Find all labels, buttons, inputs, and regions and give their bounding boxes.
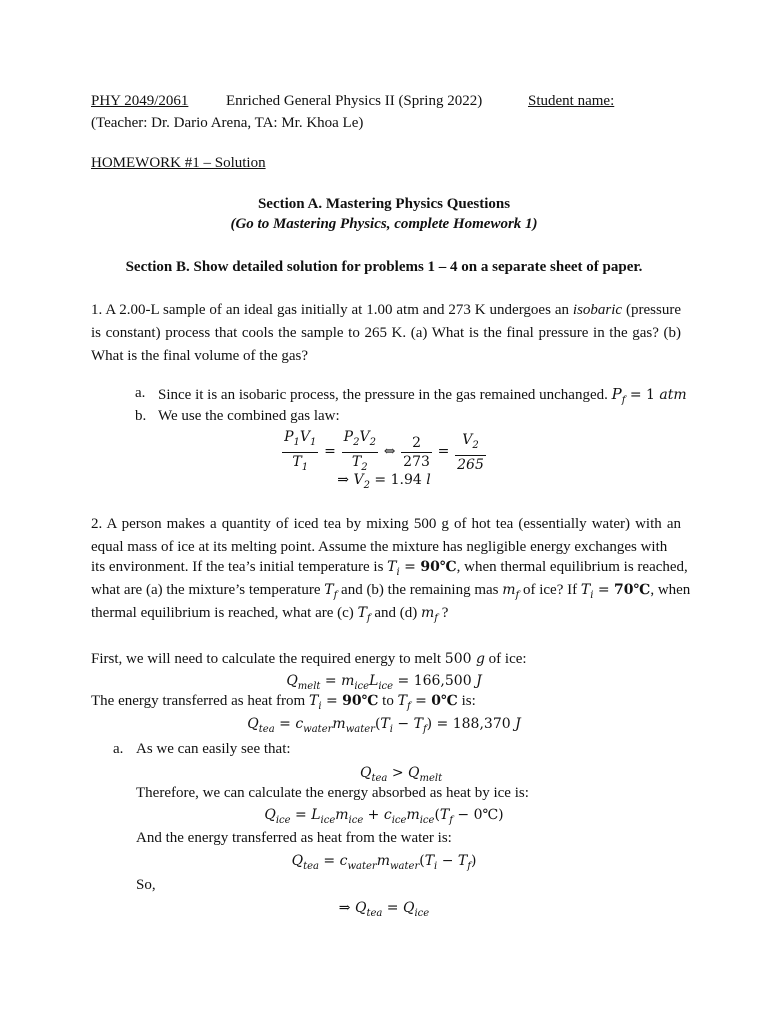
course-title: Enriched General Physics II (Spring 2022) <box>226 93 483 109</box>
solution-a-label: a. <box>113 741 124 757</box>
problem-2-line-4: what are (a) the mixture’s temperature $T_f$ and (b) the remaining mas $m_f$ of ice? If $T_i$ = 70℃, when <box>91 582 691 601</box>
problem-2-text: 2. A person makes a quantity of iced tea by mixing 500 g of hot tea (essentially water) with an equal mass of ice at its melting point. Assume the mixture has negligible energy exchanges with <box>91 516 681 555</box>
problem-1-item-a: Since it is an isobaric process, the pressure in the gas remained unchanged. $P_f = 1$ atm <box>158 385 687 406</box>
problem-1-text: 1. A 2.00-L sample of an ideal gas initially at 1.00 atm and 273 K undergoes an isobaric (pressure is constant) process that cools the sample to 265 K. (a) What is the final pressure in the gas? (b) What is the final volume of the gas? <box>91 302 681 364</box>
course-code: PHY 2049/2061 <box>91 93 189 109</box>
teacher-line: (Teacher: Dr. Dario Arena, TA: Mr. Khoa Le) <box>91 115 364 131</box>
problem-1-item-b: We use the combined gas law: <box>158 408 340 424</box>
solution-a-text: As we can easily see that: <box>136 741 291 757</box>
q-tea-equation: $Q_{tea} = c_{water}m_{water}(T_i - T_f) = 188,370$ J <box>247 716 521 735</box>
q-melt-equation: $Q_{melt} = m_{ice}L_{ice} = 166,500$ J <box>286 673 482 692</box>
section-b-title: Section B. Show detailed solution for problems 1 – 4 on a separate sheet of paper. <box>125 259 643 275</box>
water-text: And the energy transferred as heat from the water is: <box>136 830 452 846</box>
combined-gas-law-equation: $\frac{P_1V_1}{T_1}$ = $\frac{P_2V_2}{T_2}$ ⇔ $\frac{2}{273}$ = $\frac{V_2}{265}$ <box>284 429 484 473</box>
therefore-text: Therefore, we can calculate the energy absorbed as heat by ice is: <box>136 785 529 801</box>
problem-1-result: ⇒ $V_2 = 1.94$ l <box>337 472 431 491</box>
problem-1-item-b-label: b. <box>135 408 147 424</box>
q-comparison-equation: $Q_{tea} > Q_{melt}$ <box>360 765 443 784</box>
q-ice-equation: $Q_{ice} = L_{ice}m_{ice} + c_{ice}m_{ice}(T_f$ − 0℃) <box>264 807 504 826</box>
section-a-title: Section A. Mastering Physics Questions <box>257 196 511 212</box>
solution-first-line: First, we will need to calculate the required energy to melt 500 g of ice: <box>91 651 527 667</box>
so-text: So, <box>136 877 156 893</box>
energy-transfer-line: The energy transferred as heat from $T_i$ = 90℃ to $T_f$ = 0℃ is: <box>91 693 476 712</box>
q-tea-water-equation: $Q_{tea} = c_{water}m_{water}(T_i - T_f)$ <box>291 853 477 872</box>
homework-title: HOMEWORK #1 – Solution <box>91 155 266 171</box>
problem-2-line-3: its environment. If the tea’s initial temperature is $T_i$ = 90℃, when thermal equilibrium is reached, <box>91 559 688 578</box>
student-name-label: Student name: <box>528 93 615 109</box>
section-a-subtitle: (Go to Mastering Physics, complete Homework 1) <box>230 216 538 232</box>
problem-2-line-5: thermal equilibrium is reached, what are (c) $T_f$ and (d) $m_f$ ? <box>91 605 449 624</box>
q-balance-equation: ⇒ $Q_{tea} = Q_{ice}$ <box>338 900 430 919</box>
problem-1-item-a-label: a. <box>135 385 146 401</box>
